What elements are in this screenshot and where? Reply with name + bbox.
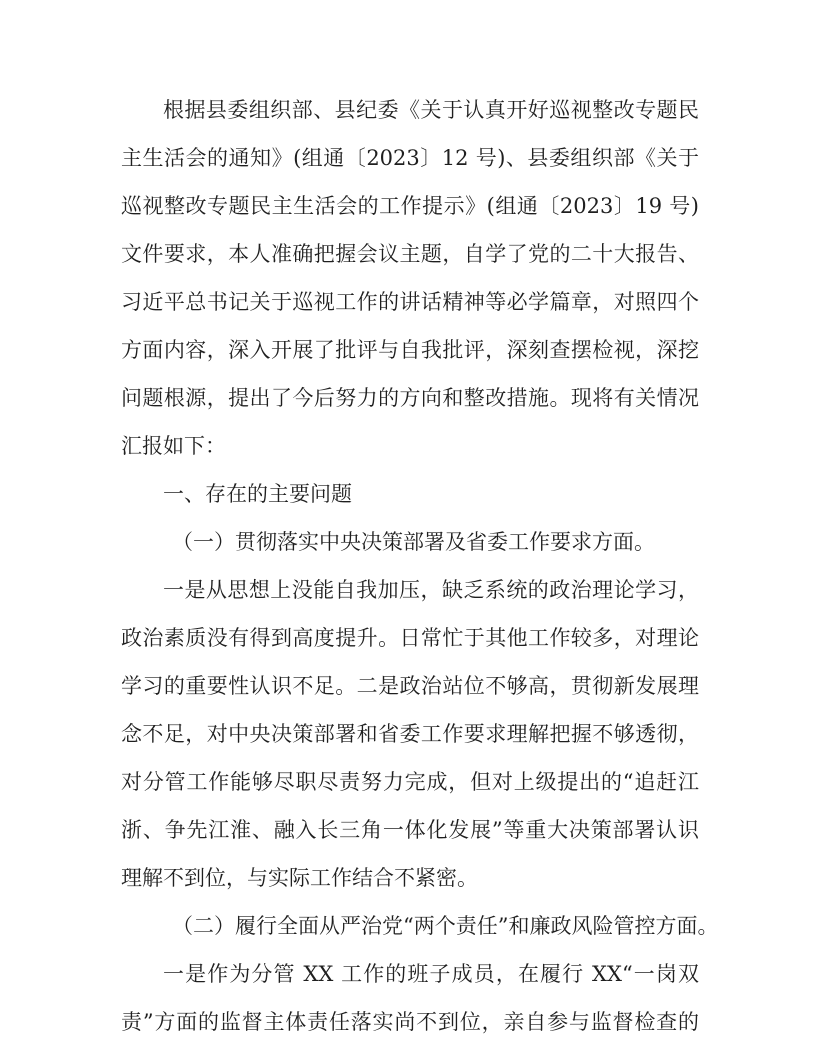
paragraph-1-line-5: 习近平总书记关于巡视工作的讲话精神等必学篇章，对照四个 [121, 290, 699, 314]
paragraph-1-line-4: 文件要求，本人准确把握会议主题，自学了党的二十大报告、 [121, 242, 699, 266]
paragraph-1-line-3: 巡视整改专题民主生活会的工作提示》(组通〔2023〕19 号) [121, 194, 699, 218]
paragraph-2-line-5: 对分管工作能够尽职尽责努力完成，但对上级提出的“追赶江 [121, 770, 699, 794]
paragraph-1-line-8: 汇报如下： [121, 434, 226, 458]
section-1-title: 一、存在的主要问题 [163, 482, 352, 506]
paragraph-2-line-1: 一是从思想上没能自我加压，缺乏系统的政治理论学习， [163, 578, 699, 602]
paragraph-3-line-1: 一是作为分管 XX 工作的班子成员，在履行 XX“一岗双 [163, 962, 699, 986]
paragraph-2-line-2: 政治素质没有得到高度提升。日常忙于其他工作较多，对理论 [121, 626, 699, 650]
paragraph-1-line-6: 方面内容，深入开展了批评与自我批评，深刻查摆检视，深挖 [121, 338, 699, 362]
paragraph-2-line-3: 学习的重要性认识不足。二是政治站位不够高，贯彻新发展理 [121, 674, 699, 698]
paragraph-2-line-4: 念不足，对中央决策部署和省委工作要求理解把握不够透彻， [121, 722, 699, 746]
paragraph-1-line-2: 主生活会的通知》(组通〔2023〕12 号)、县委组织部《关于 [121, 146, 699, 170]
subsection-1-title: （一）贯彻落实中央决策部署及省委工作要求方面。 [172, 530, 655, 554]
paragraph-2-line-7: 理解不到位，与实际工作结合不紧密。 [121, 866, 478, 890]
paragraph-1-line-7: 问题根源，提出了今后努力的方向和整改措施。现将有关情况 [121, 386, 699, 410]
subsection-2-title: （二）履行全面从严治党“两个责任”和廉政风险管控方面。 [172, 914, 719, 938]
paragraph-3-line-2: 责”方面的监督主体责任落实尚不到位，亲自参与监督检查的 [121, 1010, 699, 1034]
paragraph-2-line-6: 浙、争先江淮、融入长三角一体化发展”等重大决策部署认识 [121, 818, 699, 842]
paragraph-1-line-1: 根据县委组织部、县纪委《关于认真开好巡视整改专题民 [163, 98, 699, 122]
